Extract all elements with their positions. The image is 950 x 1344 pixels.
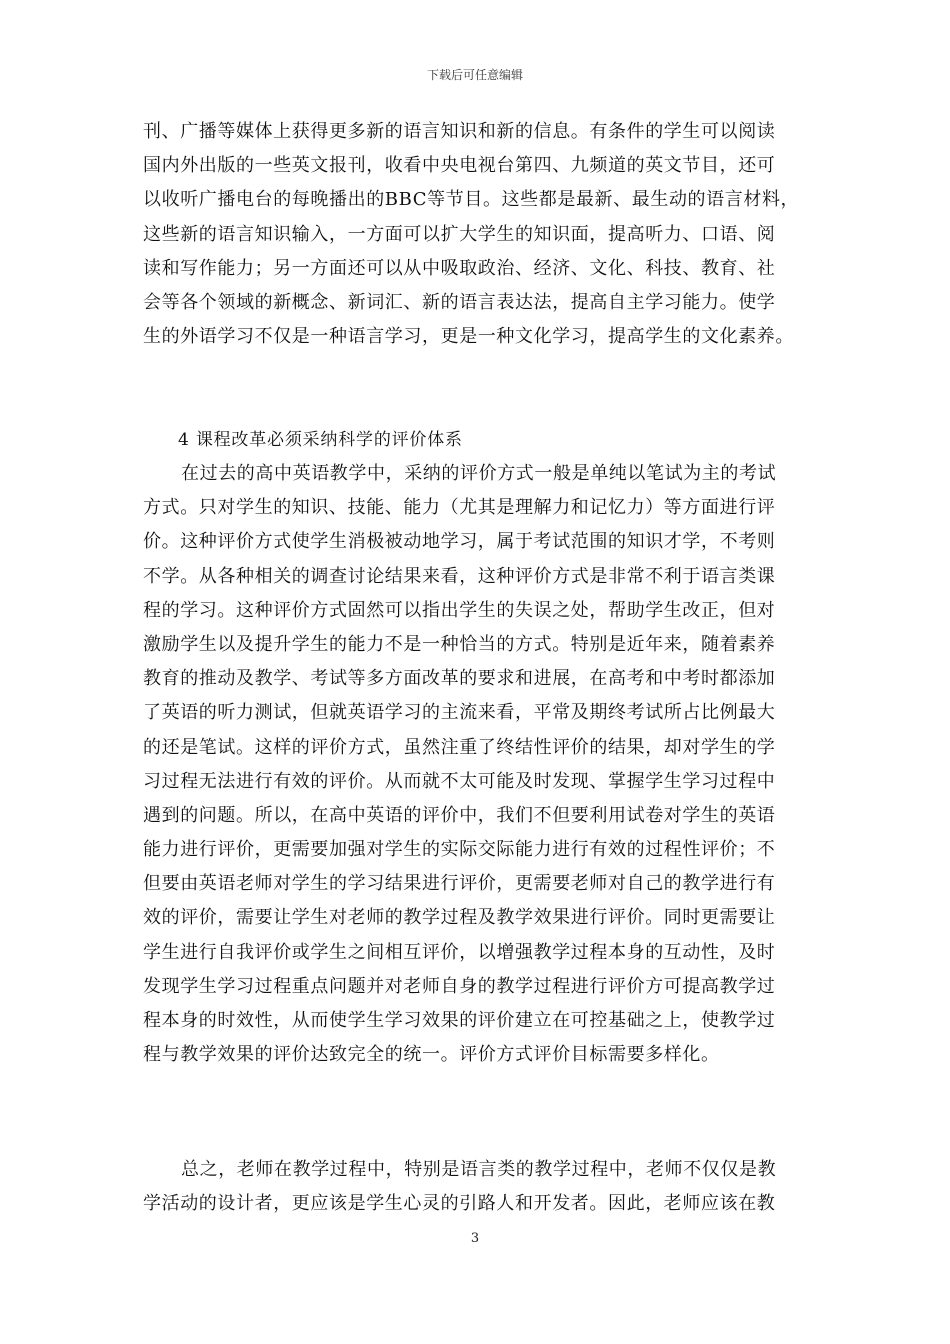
text-line: 价。这种评价方式使学生消极被动地学习，属于考试范围的知识才学，不考则 — [143, 531, 776, 553]
text-line: 的还是笔试。这样的评价方式，虽然注重了终结性评价的结果，却对学生的学 — [143, 736, 776, 758]
text-line: 激励学生以及提升学生的能力不是一种恰当的方式。特别是近年来，随着素养 — [143, 633, 776, 655]
text-line: 了英语的听力测试，但就英语学习的主流来看，平常及期终考试所占比例最大 — [143, 702, 776, 724]
text-line: 国内外出版的一些英文报刊，收看中央电视台第四、九频道的英文节目，还可 — [143, 155, 776, 177]
text-line: 以收听广播电台的每晚播出的BBC等节目。这些都是最新、最生动的语言材料， — [143, 189, 800, 211]
text-line: 刊、广播等媒体上获得更多新的语言知识和新的信息。有条件的学生可以阅读 — [143, 121, 776, 142]
text-line: 教育的推动及教学、考试等多方面改革的要求和进展，在高考和中考时都添加 — [143, 668, 776, 690]
paragraph-evaluation-system — [143, 457, 823, 1072]
text-line: 程的学习。这种评价方式固然可以指出学生的失误之处，帮助学生改正，但对 — [143, 599, 776, 621]
text-line: 学生进行自我评价或学生之间相互评价，以增强教学过程本身的互动性，及时 — [143, 941, 776, 963]
page-header: 下载后可任意编辑 — [426, 68, 523, 82]
text-line: 生的外语学习不仅是一种语言学习，更是一种文化学习，提高学生的文化素养。 — [143, 326, 794, 348]
text-line: 总之，老师在教学过程中，特别是语言类的教学过程中，老师不仅仅是教 — [181, 1159, 777, 1180]
text-line: 会等各个领域的新概念、新词汇、新的语言表达法，提高自主学习能力。使学 — [143, 291, 776, 313]
text-line: 但要由英语老师对学生的学习结果进行评价，更需要老师对自己的教学进行有 — [143, 873, 776, 895]
section-heading: 4 课程改革必须采纳科学的评价体系 — [178, 430, 463, 450]
page-number: 3 — [470, 1231, 480, 1246]
text-line: 在过去的高中英语教学中，采纳的评价方式一般是单纯以笔试为主的考试 — [181, 463, 777, 484]
paragraph-conclusion — [143, 1153, 823, 1221]
text-line: 不学。从各种相关的调查讨论结果来看，这种评价方式是非常不利于语言类课 — [143, 565, 776, 587]
text-line: 能力进行评价，更需要加强对学生的实际交际能力进行有效的过程性评价；不 — [143, 839, 776, 861]
text-line: 方式。只对学生的知识、技能、能力（尤其是理解力和记忆力）等方面进行评 — [143, 497, 776, 519]
text-line: 读和写作能力；另一方面还可以从中吸取政治、经济、文化、科技、教育、社 — [143, 257, 776, 279]
text-line: 程本身的时效性，从而使学生学习效果的评价建立在可控基础之上，使教学过 — [143, 1010, 776, 1031]
text-line: 习过程无法进行有效的评价。从而就不太可能及时发现、掌握学生学习过程中 — [143, 770, 776, 792]
text-line: 程与教学效果的评价达致完全的统一。评价方式评价目标需要多样化。 — [143, 1044, 720, 1066]
text-line: 效的评价，需要让学生对老师的教学过程及教学效果进行评价。同时更需要让 — [143, 907, 776, 929]
text-line: 遇到的问题。所以，在高中英语的评价中，我们不但要利用试卷对学生的英语 — [143, 804, 776, 826]
text-line: 发现学生学习过程重点问题并对老师自身的教学过程进行评价方可提高教学过 — [143, 975, 776, 997]
text-line: 这些新的语言知识输入，一方面可以扩大学生的知识面，提高听力、口语、阅 — [143, 223, 776, 245]
paragraph-media-learning — [143, 115, 823, 354]
text-line: 学活动的设计者，更应该是学生心灵的引路人和开发者。因此，老师应该在教 — [143, 1193, 776, 1215]
